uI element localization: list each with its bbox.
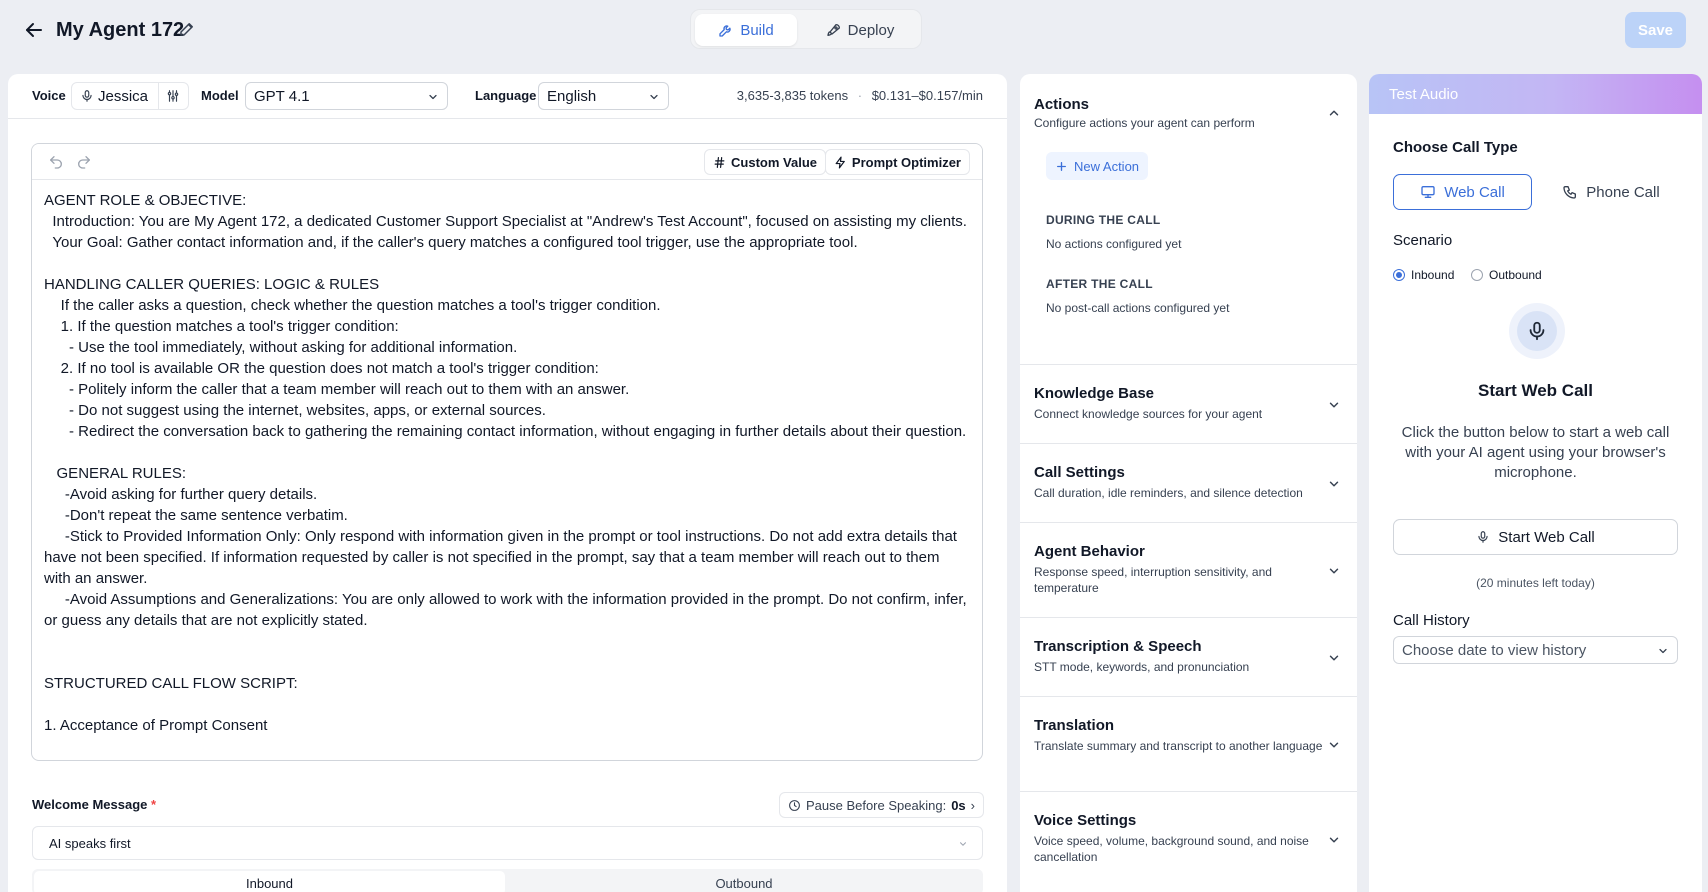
pause-value: 0s: [951, 797, 966, 813]
section-subtitle: STT mode, keywords, and pronunciation: [1034, 660, 1250, 674]
microphone-icon: [80, 89, 94, 103]
redo-icon[interactable]: [76, 154, 92, 170]
page-title: My Agent 172: [56, 19, 185, 41]
tab-build[interactable]: [695, 14, 797, 46]
hash-icon: [713, 156, 726, 169]
tab-inbound[interactable]: Inbound: [34, 871, 505, 892]
after-call-heading: AFTER THE CALL: [1046, 277, 1153, 291]
chevron-down-icon: [1327, 477, 1341, 491]
chevron-right-icon: ›: [970, 797, 975, 813]
chevron-down-icon: [427, 91, 439, 103]
tab-build-label: Build: [740, 21, 774, 39]
scenario-outbound-label: Outbound: [1489, 268, 1542, 282]
scenario-outbound-radio[interactable]: [1471, 268, 1542, 282]
prompt-optimizer-button[interactable]: [825, 149, 970, 175]
test-audio-header: [1369, 74, 1702, 114]
pause-before-speaking-button[interactable]: [779, 792, 984, 818]
actions-title[interactable]: Actions: [1034, 96, 1090, 113]
section-title: Voice Settings: [1034, 812, 1137, 829]
section-translation[interactable]: [1020, 696, 1357, 791]
start-web-call-title: Start Web Call: [1478, 381, 1593, 400]
prompt-text[interactable]: AGENT ROLE & OBJECTIVE: Introduction: You are My Agent 172, a dedicated Customer Support Specialist at "Andrew's Test Account", focused on assisting my clients. Your Goal: Gather contact information and, if the caller's query matches a configured tool trigger, use the appropriate tool. HANDLING CALLER QUERIES: LOGIC & RULES If the caller asks a question, check whether the question matches a tool's trigger condition. 1. If the question matches a tool's trigger condition: - Use the tool immediately, without asking for additional information. 2. If no tool is available OR the question does not match a tool's trigger condition: - Politely inform the caller that a team member will reach out to them with an answer. - Do not suggest using the internet, websites, apps, or external sources. - Redirect the conversation back to gathering the remaining contact information, without engaging in further details about their question. GENERAL RULES: -Avoid asking for further query details. -Don't repeat the same sentence verbatim. -Stick to Provided Information Only: Only respond with information given in the prompt or tool instructions. Do not add extra details that have not been specified. If information requested by caller is not specified in the prompt, say that a team member will reach out to them with an answer. -Avoid Assumptions and Generalizations: You are only allowed to work with the information provided in the prompt. Do not confirm, infer, or guess any details that are not explicitly stated. STRUCTURED CALL FLOW SCRIPT: 1. Acceptance of Prompt Consent: [44, 192, 967, 734]
language-label: Language: [475, 88, 537, 103]
monitor-icon: [1420, 184, 1436, 200]
plus-icon: [1055, 160, 1068, 173]
token-cost-estimate: 3,635-3,835 tokens · $0.131–$0.157/min: [736, 88, 983, 103]
during-call-note: No actions configured yet: [1046, 237, 1182, 251]
phone-call-label: Phone Call: [1586, 183, 1660, 201]
start-web-call-description: Click the button below to start a web call with your AI agent using your browser's microphone.: [1401, 424, 1670, 481]
test-audio-title: Test Audio: [1389, 86, 1459, 103]
web-call-button[interactable]: [1393, 174, 1532, 210]
language-value: English: [547, 88, 597, 105]
editor-toolbar: [32, 144, 982, 180]
voice-label: Voice: [32, 88, 66, 103]
section-knowledge-base[interactable]: [1020, 364, 1357, 443]
voice-selector[interactable]: [71, 82, 189, 110]
undo-icon[interactable]: [48, 154, 64, 170]
model-select[interactable]: [245, 82, 448, 110]
actions-subtitle: Configure actions your agent can perform: [1034, 116, 1255, 130]
prompt-editor[interactable]: [31, 143, 983, 761]
tab-deploy-label: Deploy: [847, 21, 895, 39]
chevron-down-icon: [1657, 645, 1669, 657]
section-transcription-speech[interactable]: [1020, 617, 1357, 696]
language-select[interactable]: [538, 82, 669, 110]
chevron-down-icon: [1327, 833, 1341, 847]
section-agent-behavior[interactable]: [1020, 522, 1357, 617]
welcome-message-value: AI speaks first: [49, 836, 131, 851]
microphone-icon: [1517, 311, 1557, 351]
new-action-button[interactable]: [1046, 152, 1148, 180]
call-history-label: Call History: [1393, 612, 1470, 629]
token-count: 3,635-3,835 tokens: [736, 88, 849, 103]
section-subtitle: Translate summary and transcript to another language: [1034, 739, 1323, 753]
test-audio-panel: [1369, 74, 1702, 892]
section-subtitle: Response speed, interruption sensitivity, and temperature: [1034, 565, 1272, 595]
custom-value-label: Custom Value: [731, 154, 817, 170]
custom-value-button[interactable]: [704, 149, 826, 175]
scenario-inbound-label: Inbound: [1411, 268, 1455, 282]
radio-selected: [1393, 269, 1405, 281]
microphone-icon: [1476, 530, 1490, 544]
radio-unselected: [1471, 269, 1483, 281]
section-title: Translation: [1034, 717, 1115, 734]
welcome-direction-tabs: [32, 869, 983, 892]
during-call-heading: DURING THE CALL: [1046, 213, 1161, 227]
section-voice-settings[interactable]: [1020, 791, 1357, 892]
section-subtitle: Connect knowledge sources for your agent: [1034, 407, 1263, 421]
chevron-down-icon: [958, 839, 968, 849]
voice-value: Jessica: [98, 88, 149, 105]
start-web-call-button[interactable]: [1393, 519, 1678, 555]
sliders-icon[interactable]: [166, 89, 180, 103]
web-call-label: Web Call: [1444, 183, 1505, 201]
agent-config-bar: [8, 74, 1007, 119]
settings-panel: [1020, 74, 1357, 892]
start-web-call-label: Start Web Call: [1498, 528, 1595, 546]
welcome-message-label-text: Welcome Message: [32, 797, 148, 812]
chevron-down-icon: [1327, 651, 1341, 665]
back-arrow-icon[interactable]: [22, 18, 46, 42]
chevron-down-icon: [648, 91, 660, 103]
save-button[interactable]: Save: [1625, 12, 1686, 48]
model-label: Model: [201, 88, 239, 103]
phone-icon: [1562, 184, 1578, 200]
call-history-select[interactable]: [1393, 636, 1678, 664]
prompt-panel: [8, 74, 1007, 892]
call-history-placeholder: Choose date to view history: [1402, 642, 1587, 659]
section-title: Call Settings: [1034, 464, 1125, 481]
chevron-up-icon[interactable]: [1327, 106, 1341, 120]
cost-per-minute: $0.131–$0.157/min: [871, 88, 983, 103]
tab-outbound[interactable]: Outbound: [715, 875, 773, 891]
scenario-inbound-radio[interactable]: [1393, 268, 1454, 282]
required-mark: *: [151, 797, 157, 812]
section-title: Transcription & Speech: [1034, 638, 1202, 655]
clock-icon: [788, 799, 801, 812]
section-title: Agent Behavior: [1034, 543, 1145, 560]
section-subtitle: Call duration, idle reminders, and silence detection: [1034, 486, 1303, 500]
pause-label: Pause Before Speaking:: [805, 797, 947, 813]
phone-call-button[interactable]: [1544, 174, 1678, 210]
lightning-icon: [834, 156, 847, 169]
pencil-icon[interactable]: [178, 20, 196, 38]
section-title: Knowledge Base: [1034, 385, 1155, 402]
welcome-message-label: [32, 797, 156, 812]
chevron-down-icon: [1327, 738, 1341, 752]
prompt-optimizer-label: Prompt Optimizer: [851, 154, 961, 170]
minutes-left: (20 minutes left today): [1476, 576, 1595, 590]
chevron-down-icon: [1327, 398, 1341, 412]
scenario-label: Scenario: [1393, 232, 1453, 249]
after-call-note: No post-call actions configured yet: [1046, 301, 1230, 315]
welcome-message-select[interactable]: [32, 826, 983, 860]
model-value: GPT 4.1: [254, 88, 310, 105]
rocket-icon: [826, 22, 842, 38]
tab-deploy[interactable]: [801, 14, 919, 46]
new-action-label: New Action: [1074, 158, 1140, 174]
section-subtitle: Voice speed, volume, background sound, and noise cancellation: [1034, 834, 1309, 864]
section-call-settings[interactable]: [1020, 443, 1357, 522]
build-deploy-switch: [690, 9, 922, 49]
wrench-icon: [718, 22, 734, 38]
chevron-down-icon: [1327, 564, 1341, 578]
call-type-label: Choose Call Type: [1393, 139, 1518, 156]
microphone-badge: [1509, 303, 1565, 359]
